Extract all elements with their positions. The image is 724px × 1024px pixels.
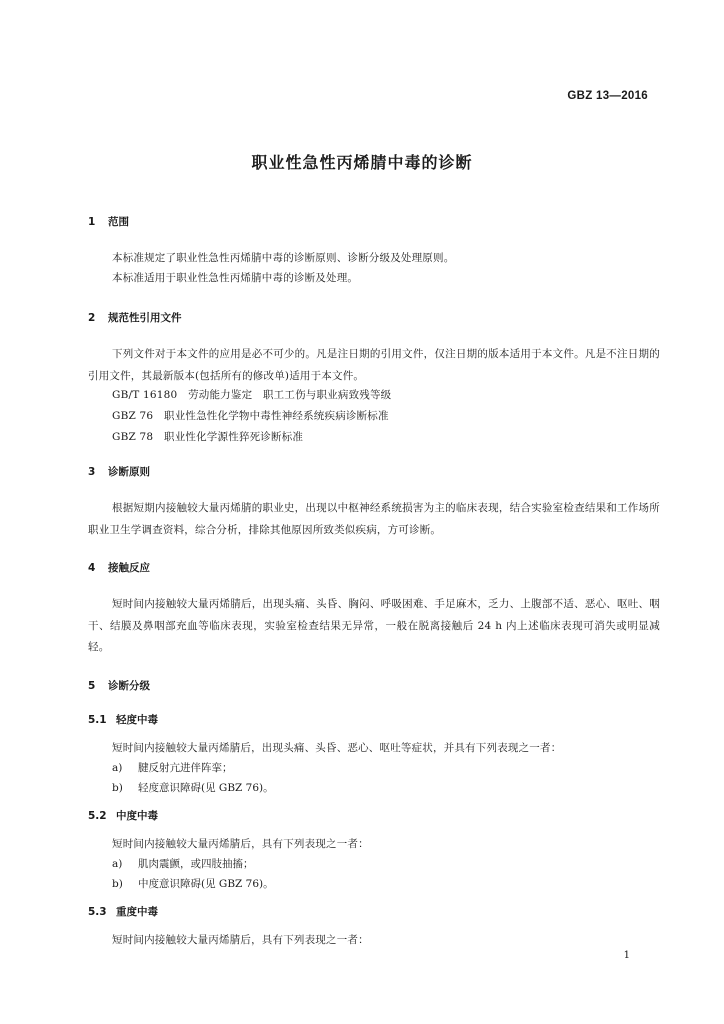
list-item xyxy=(112,876,274,891)
section-title: 接触反应 xyxy=(108,562,150,574)
section-5-heading xyxy=(88,678,150,693)
subsection-number: 5.1 xyxy=(88,714,107,726)
standard-code: GBZ 13—2016 xyxy=(567,90,648,102)
paragraph: 根据短期内接触较大量丙烯腈的职业史，出现以中枢神经系统损害为主的临床表现，结合实验室检查结果和工作场所职业卫生学调查资料，综合分析，排除其他原因所致类似疾病，方可诊断。 xyxy=(88,502,660,536)
list-text: 腱反射亢进伴阵挛； xyxy=(138,762,233,774)
paragraph: 本标准适用于职业性急性丙烯腈中毒的诊断及处理。 xyxy=(112,272,359,284)
list-marker: a) xyxy=(112,762,123,774)
document-title: 职业性急性丙烯腈中毒的诊断 xyxy=(251,153,473,172)
subsection-5-2-heading xyxy=(88,808,158,823)
reference-item: GBZ 78 职业性化学源性猝死诊断标准 xyxy=(112,431,304,443)
subsection-title: 重度中毒 xyxy=(116,906,158,918)
section-title: 诊断分级 xyxy=(108,680,150,692)
subsection-number: 5.3 xyxy=(88,906,107,918)
page-number: 1 xyxy=(623,950,630,961)
list-marker: b) xyxy=(112,782,123,794)
subsection-title: 中度中毒 xyxy=(116,810,158,822)
section-number: 3 xyxy=(88,466,96,478)
subsection-title: 轻度中毒 xyxy=(116,714,158,726)
section-title: 范围 xyxy=(108,216,129,228)
list-item xyxy=(112,856,254,871)
section-2-heading xyxy=(88,310,182,325)
section-4-heading xyxy=(88,560,150,575)
reference-item: GB/T 16180 劳动能力鉴定 职工工伤与职业病致残等级 xyxy=(112,389,392,401)
list-text: 肌肉震颤，或四肢抽搐； xyxy=(138,858,254,870)
paragraph: 短时间内接触较大量丙烯腈后，出现头痛、头昏、恶心、呕吐等症状，并具有下列表现之一者： xyxy=(112,742,562,754)
section-1-heading xyxy=(88,214,129,229)
list-item xyxy=(112,780,274,795)
subsection-5-1-heading xyxy=(88,712,158,727)
list-text: 轻度意识障碍(见 GBZ 76)。 xyxy=(138,782,274,794)
section-3-heading xyxy=(88,464,150,479)
paragraph: 下列文件对于本文件的应用是必不可少的。凡是注日期的引用文件，仅注日期的版本适用于本文件。凡是不注日期的引用文件，其最新版本(包括所有的修改单)适用于本文件。 xyxy=(88,348,660,382)
list-marker: b) xyxy=(112,878,123,890)
paragraph: 短时间内接触较大量丙烯腈后，具有下列表现之一者： xyxy=(112,838,369,850)
list-marker: a) xyxy=(112,858,123,870)
section-number: 5 xyxy=(88,680,96,692)
section-title: 规范性引用文件 xyxy=(108,312,182,324)
paragraph: 短时间内接触较大量丙烯腈后，具有下列表现之一者： xyxy=(112,934,369,946)
section-number: 2 xyxy=(88,312,96,324)
section-number: 4 xyxy=(88,562,96,574)
reference-item: GBZ 76 职业性急性化学物中毒性神经系统疾病诊断标准 xyxy=(112,410,389,422)
list-text: 中度意识障碍(见 GBZ 76)。 xyxy=(138,878,274,890)
section-number: 1 xyxy=(88,216,96,228)
subsection-number: 5.2 xyxy=(88,810,107,822)
section-title: 诊断原则 xyxy=(108,466,150,478)
paragraph: 本标准规定了职业性急性丙烯腈中毒的诊断原则、诊断分级及处理原则。 xyxy=(112,252,455,264)
list-item xyxy=(112,760,233,775)
subsection-5-3-heading xyxy=(88,904,158,919)
paragraph: 短时间内接触较大量丙烯腈后，出现头痛、头昏、胸闷、呼吸困难、手足麻木，乏力、上腹部不适、恶心、呕吐、咽干、结膜及鼻咽部充血等临床表现，实验室检查结果无异常，一般在脱离接触后 24 h 内上述临床表现可消失或明显减轻。 xyxy=(88,598,660,653)
